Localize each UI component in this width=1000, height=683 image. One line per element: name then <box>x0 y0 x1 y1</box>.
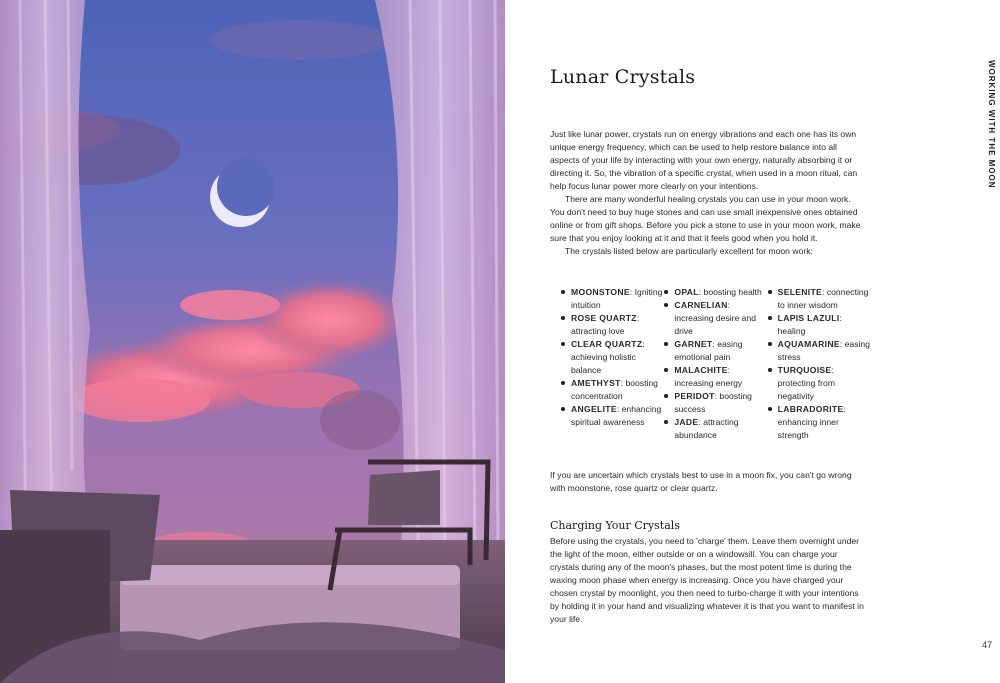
list-item: CARNELIAN: increasing desire and drive <box>664 299 767 338</box>
outro-text: If you are uncertain which crystals best to use in a moon fix, you can't go wrong with moonstone, rose quartz or clear quartz. <box>550 470 852 493</box>
book-page <box>505 0 1000 683</box>
list-item: JADE: attracting abundance <box>664 416 767 442</box>
crystal-column <box>664 286 767 442</box>
intro-paragraph: Just like lunar power, crystals run on energy vibrations and each one has its own unique energy frequency, which can be used to help restore balance into all aspects of your life by interacting with your own energy, naturally absorbing it or directing it. So, the vibration of a specific crystal, when used in a moon ritual, can help focus lunar power more clearly on your intentions. <box>550 129 858 191</box>
intro-paragraph: There are many wonderful healing crystals you can use in your moon work. You don't need to buy huge stones and can use small inexpensive ones obtained online or from gift shops. Before you pick a stone to use in your moon work, make sure that you enjoy looking at it and that it feels good when you hold it. <box>550 194 861 243</box>
crystal-column <box>768 286 871 442</box>
list-item: LAPIS LAZULI: healing <box>768 312 871 338</box>
list-item: OPAL: boosting health <box>664 286 767 299</box>
list-item: GARNET: easing emotional pain <box>664 338 767 364</box>
list-item: LABRADORITE: enhancing inner strength <box>768 403 871 442</box>
section-subheading: Charging Your Crystals <box>550 519 680 532</box>
page-title: Lunar Crystals <box>550 66 696 88</box>
running-header: WORKING WITH THE MOON <box>987 60 996 189</box>
list-item: AMETHYST: boosting concentration <box>561 377 664 403</box>
list-item: ROSE QUARTZ: attracting love <box>561 312 664 338</box>
list-item: AQUAMARINE: easing stress <box>768 338 871 364</box>
intro-text <box>550 128 865 258</box>
list-item: ANGELITE: enhancing spiritual awareness <box>561 403 664 429</box>
crystal-list <box>561 286 871 442</box>
crystal-column <box>561 286 664 442</box>
charging-text: Before using the crystals, you need to 'charge' them. Leave them overnight under the light of the moon, either outside or on a windowsill. You can charge your crystals during any of the moon's phases, but the most potent time is during the waxing moon phase when energy is increasing. Once you have charged your chosen crystal by moonlight, you then need to turbo-charge it with your intentions by holding it in your hand and visualizing whatever it is that you want to manifest in your life. <box>550 536 864 624</box>
list-item: CLEAR QUARTZ: achieving holistic balance <box>561 338 664 377</box>
list-item: MOONSTONE: Igniting intuition <box>561 286 664 312</box>
list-item: PERIDOT: boosting success <box>664 390 767 416</box>
list-item: MALACHITE: increasing energy <box>664 364 767 390</box>
list-item: TURQUOISE: protecting from negativity <box>768 364 871 403</box>
intro-paragraph: The crystals listed below are particularly excellent for moon work: <box>565 246 813 256</box>
list-item: SELENITE: connecting to inner wisdom <box>768 286 871 312</box>
page-number: 47 <box>982 640 993 650</box>
